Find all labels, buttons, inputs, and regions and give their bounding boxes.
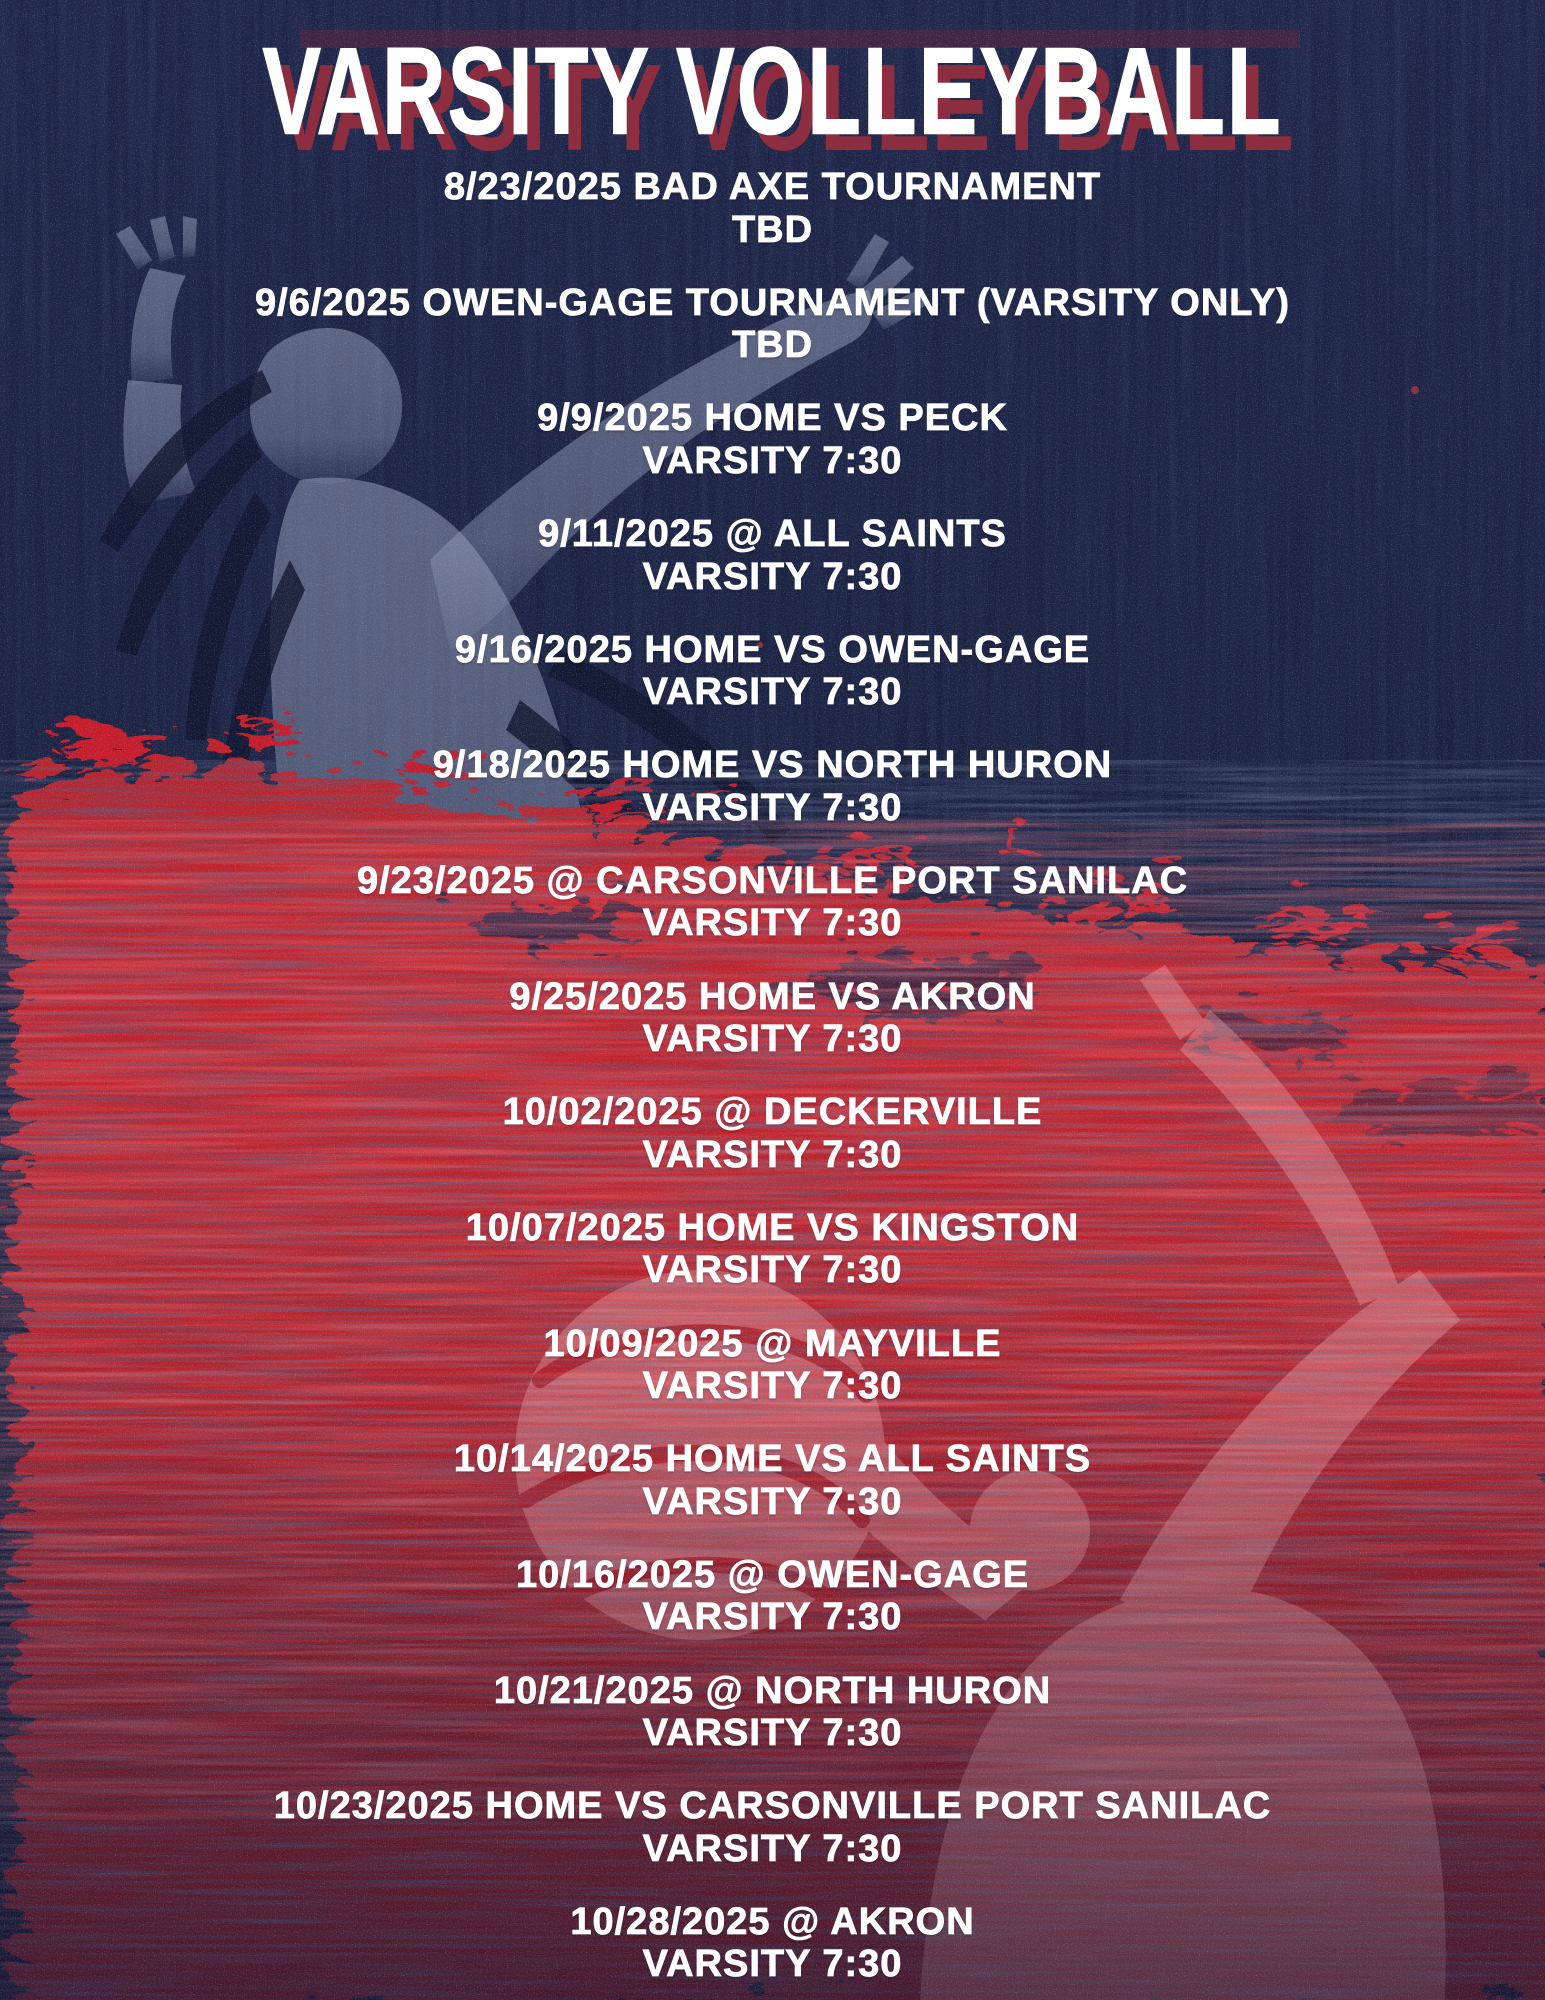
schedule-list (0, 166, 1545, 1986)
schedule-entry (0, 397, 1545, 482)
schedule-entry (0, 1670, 1545, 1755)
entry-detail: TBD (731, 324, 814, 367)
schedule-entry (0, 513, 1545, 598)
entry-detail: VARSITY 7:30 (642, 555, 903, 598)
entry-event: 10/02/2025 @ DECKERVILLE (502, 1091, 1043, 1134)
entry-detail: TBD (731, 208, 814, 251)
schedule-entry (0, 860, 1545, 945)
schedule-entry (0, 629, 1545, 714)
entry-event: 10/21/2025 @ NORTH HURON (493, 1669, 1052, 1712)
entry-detail: VARSITY 7:30 (642, 1018, 903, 1061)
entry-detail: VARSITY 7:30 (642, 786, 903, 829)
entry-event: 9/9/2025 HOME VS PECK (537, 397, 1008, 440)
entry-detail: VARSITY 7:30 (642, 1712, 903, 1755)
entry-detail: VARSITY 7:30 (642, 671, 903, 714)
schedule-entry (0, 744, 1545, 829)
entry-event: 9/11/2025 @ ALL SAINTS (538, 512, 1007, 555)
schedule-entry (0, 1207, 1545, 1292)
entry-event: 8/23/2025 BAD AXE TOURNAMENT (443, 166, 1102, 208)
entry-event: 9/23/2025 @ CARSONVILLE PORT SANILAC (356, 859, 1189, 902)
schedule-entry (0, 1785, 1545, 1870)
entry-event: 10/16/2025 @ OWEN-GAGE (515, 1553, 1030, 1596)
entry-event: 10/14/2025 HOME VS ALL SAINTS (453, 1438, 1092, 1481)
entry-detail: VARSITY 7:30 (642, 1249, 903, 1292)
entry-event: 10/07/2025 HOME VS KINGSTON (465, 1206, 1080, 1249)
entry-event: 9/18/2025 HOME VS NORTH HURON (432, 744, 1113, 787)
entry-detail: VARSITY 7:30 (642, 1133, 903, 1176)
entry-detail: VARSITY 7:30 (642, 1480, 903, 1523)
entry-detail: VARSITY 7:30 (642, 902, 903, 945)
entry-detail: VARSITY 7:30 (642, 1596, 903, 1639)
schedule-entry (0, 1554, 1545, 1639)
entry-detail: VARSITY 7:30 (642, 1827, 903, 1870)
entry-event: 10/28/2025 @ AKRON (570, 1900, 975, 1943)
entry-detail: VARSITY 7:30 (642, 439, 903, 482)
schedule-entry (0, 1901, 1545, 1986)
schedule-entry (0, 1438, 1545, 1523)
schedule-entry (0, 282, 1545, 367)
schedule-entry (0, 1323, 1545, 1408)
entry-event: 10/23/2025 HOME VS CARSONVILLE PORT SANILAC (273, 1785, 1272, 1828)
entry-detail: VARSITY 7:30 (642, 1365, 903, 1408)
schedule-entry (0, 166, 1545, 251)
schedule-entry (0, 976, 1545, 1061)
schedule-entry (0, 1091, 1545, 1176)
entry-event: 9/16/2025 HOME VS OWEN-GAGE (454, 628, 1091, 671)
entry-event: 9/6/2025 OWEN-GAGE TOURNAMENT (VARSITY ONLY) (255, 281, 1290, 324)
entry-event: 10/09/2025 @ MAYVILLE (543, 1322, 1002, 1365)
poster-title: VARSITY VOLLEYBALL (262, 21, 1283, 161)
entry-event: 9/25/2025 HOME VS AKRON (509, 975, 1036, 1018)
entry-detail: VARSITY 7:30 (642, 1943, 903, 1986)
